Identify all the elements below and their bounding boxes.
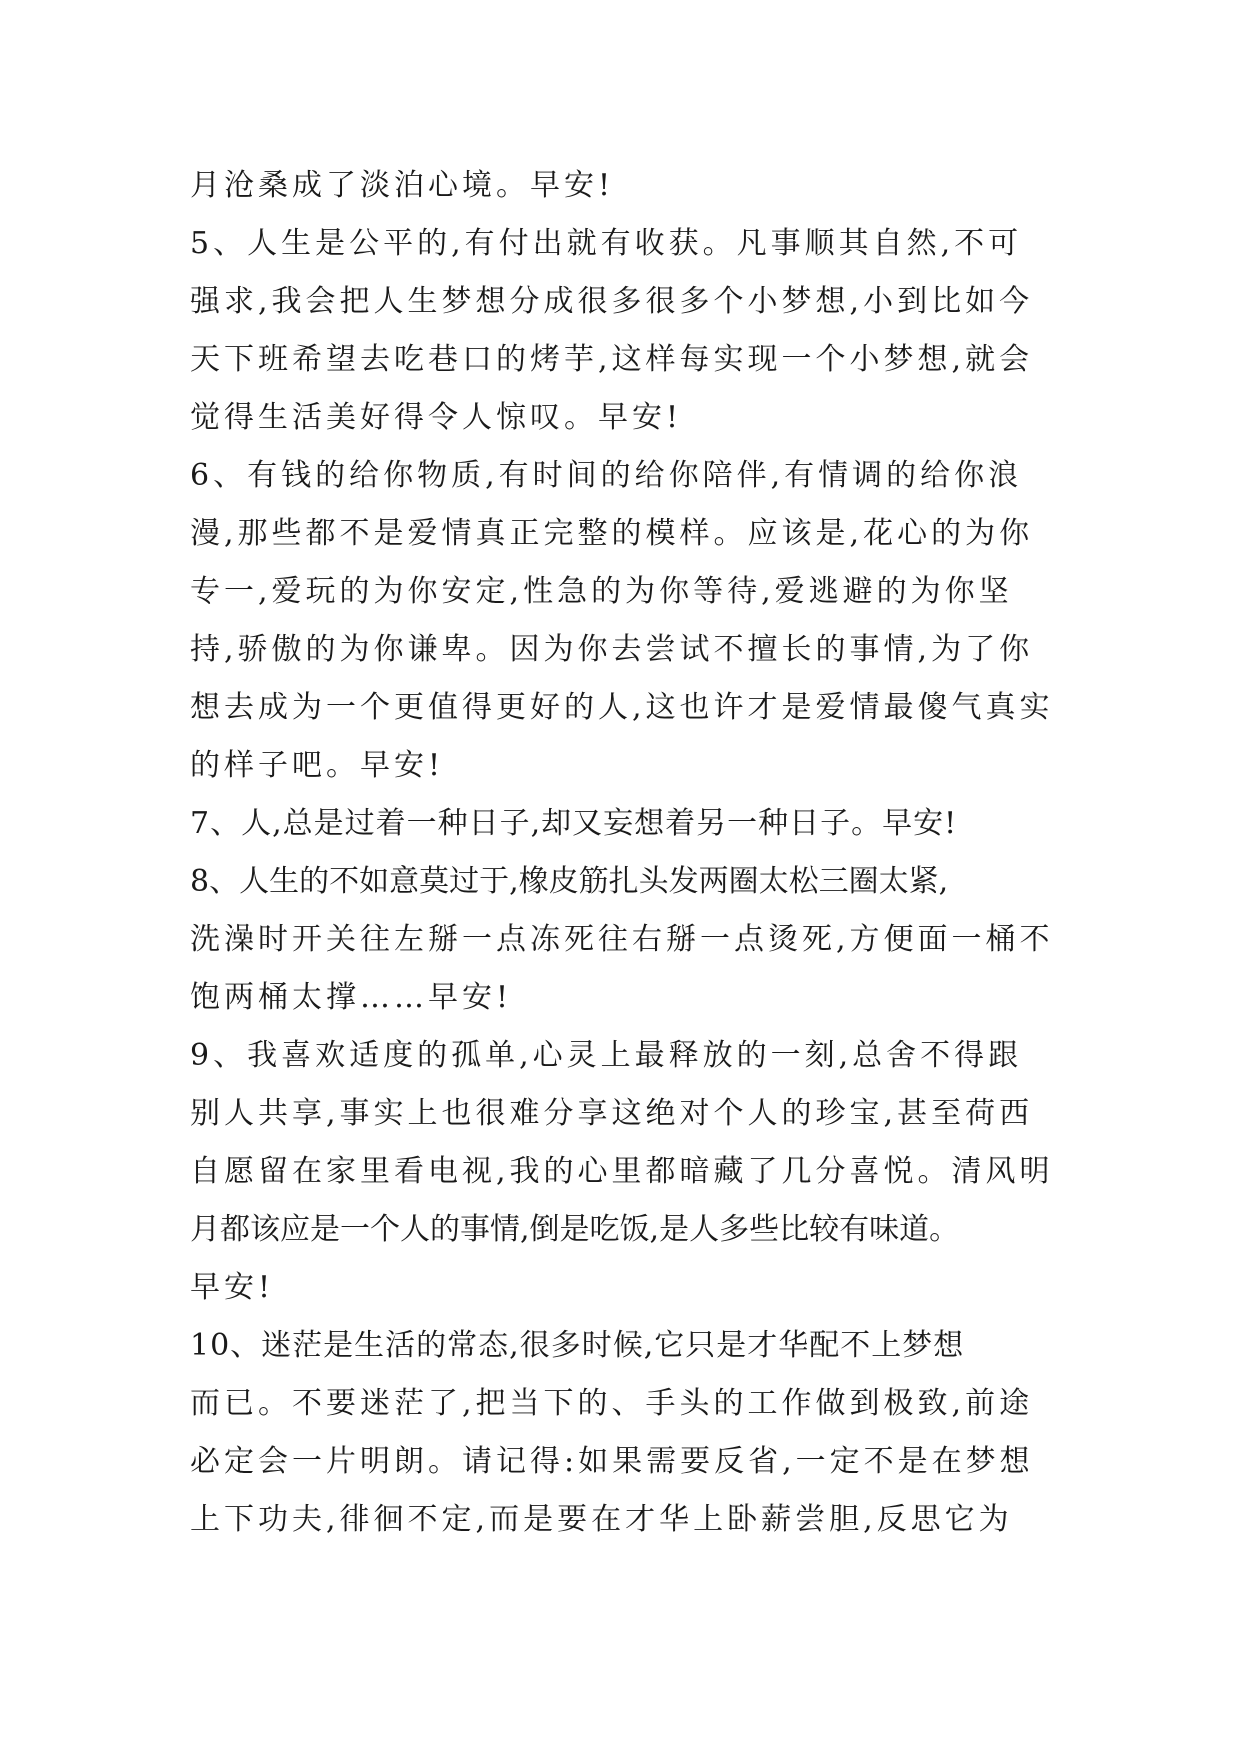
text-line: 10、迷茫是生活的常态,很多时候,它只是才华配不上梦想 [190, 1328, 965, 1363]
text-line: 持,骄傲的为你谦卑。因为你去尝试不擅长的事情,为了你 [190, 632, 1034, 667]
text-line: 饱两桶太撑……早安! [190, 980, 513, 1015]
text-line: 洗澡时开关往左掰一点冻死往右掰一点烫死,方便面一桶不 [190, 922, 1054, 957]
text-line: 自愿留在家里看电视,我的心里都暗藏了几分喜悦。清风明 [190, 1154, 1054, 1189]
text-line: 上下功夫,徘徊不定,而是要在才华上卧薪尝胆,反思它为 [190, 1502, 1013, 1537]
text-line: 8、人生的不如意莫过于,橡皮筋扎头发两圈太松三圈太紧, [190, 864, 949, 899]
text-line: 而已。不要迷茫了,把当下的、手头的工作做到极致,前途 [190, 1386, 1034, 1421]
text-line: 早安! [190, 1270, 275, 1305]
text-line: 7、人,总是过着一种日子,却又妄想着另一种日子。早安! [190, 806, 958, 841]
text-line: 别人共享,事实上也很难分享这绝对个人的珍宝,甚至荷西 [190, 1096, 1034, 1131]
text-line: 月都该应是一个人的事情,倒是吃饭,是人多些比较有味道。 [190, 1212, 960, 1247]
text-line: 想去成为一个更值得更好的人,这也许才是爱情最傻气真实 [190, 690, 1054, 725]
text-line: 漫,那些都不是爱情真正完整的模样。应该是,花心的为你 [190, 516, 1034, 551]
text-line: 觉得生活美好得令人惊叹。早安! [190, 400, 683, 435]
text-line: 6、有钱的给你物质,有时间的给你陪伴,有情调的给你浪 [190, 458, 1023, 493]
text-line: 专一,爱玩的为你安定,性急的为你等待,爱逃避的为你坚 [190, 574, 1013, 609]
text-line: 月沧桑成了淡泊心境。早安! [190, 168, 615, 203]
text-line: 天下班希望去吃巷口的烤芋,这样每实现一个小梦想,就会 [190, 342, 1034, 377]
text-line: 强求,我会把人生梦想分成很多很多个小梦想,小到比如今 [190, 284, 1034, 319]
body-text [190, 157, 1054, 1549]
text-line: 9、我喜欢适度的孤单,心灵上最释放的一刻,总舍不得跟 [190, 1038, 1023, 1073]
text-line: 5、人生是公平的,有付出就有收获。凡事顺其自然,不可 [190, 226, 1023, 261]
text-line: 的样子吧。早安! [190, 748, 445, 783]
text-line: 必定会一片明朗。请记得:如果需要反省,一定不是在梦想 [190, 1444, 1034, 1479]
